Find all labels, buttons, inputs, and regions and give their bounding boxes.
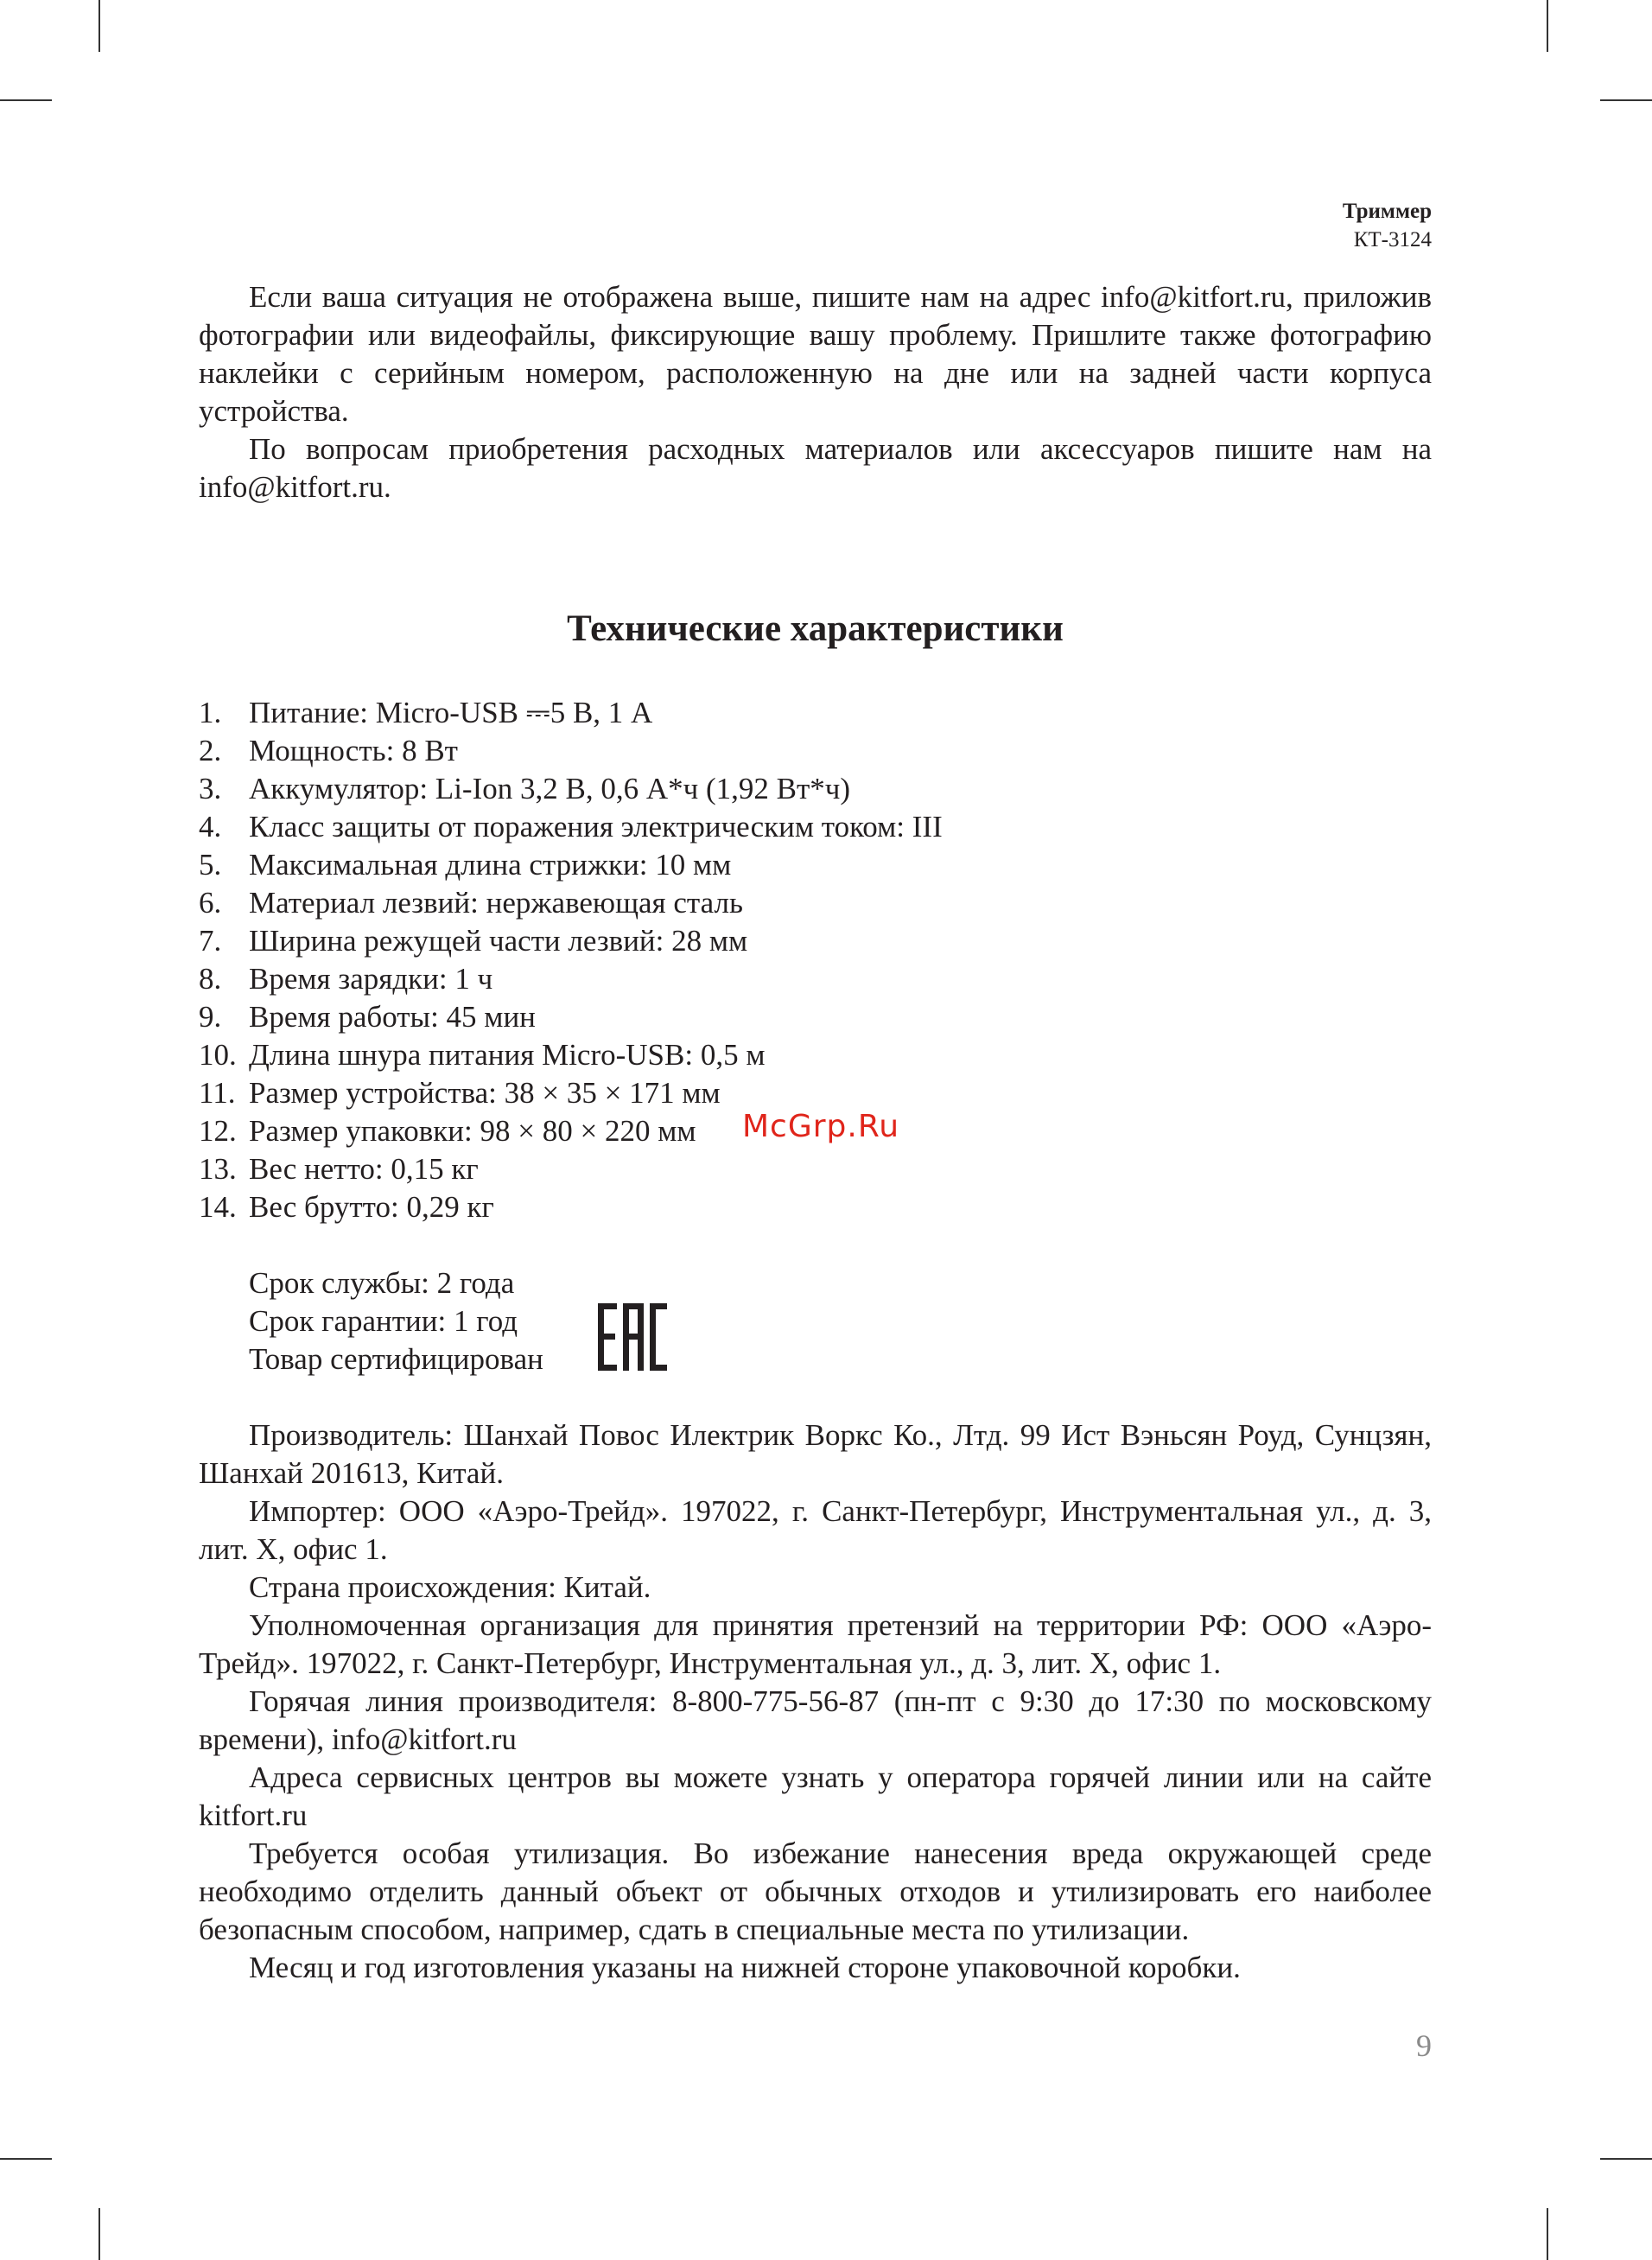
intro-paragraph: По вопросам приобретения расходных материалов или аксессуаров пишите нам на info@kitfort.ru.: [199, 432, 1432, 504]
spec-text: Мощность: 8 Вт: [249, 734, 458, 767]
info-paragraph: Адреса сервисных центров вы можете узнать у оператора горячей линии или на сайте kitfort.ru: [199, 1760, 1432, 1832]
watermark: McGrp.Ru: [742, 1109, 900, 1144]
crop-mark: [1600, 2158, 1652, 2160]
info-paragraph: Уполномоченная организация для принятия претензий на территории РФ: ООО «Аэро-Трейд». 197022, г. Санкт-Петербург, Инструментальная ул., д. 3, лит. Х, офис 1.: [199, 1608, 1432, 1680]
crop-mark: [1547, 2208, 1548, 2260]
spec-item: [199, 1036, 1432, 1074]
spec-number: 2.: [199, 734, 222, 767]
spec-item: [199, 846, 1432, 884]
spec-item: [199, 922, 1432, 960]
spec-text: Ширина режущей части лезвий: 28 мм: [249, 924, 748, 958]
spec-text: Класс защиты от поражения электрическим током: III: [249, 810, 943, 844]
spec-item: [199, 1074, 1432, 1112]
spec-item: [199, 1150, 1432, 1188]
spec-number: 11.: [199, 1076, 236, 1110]
spec-text: Время работы: 45 мин: [249, 1000, 536, 1034]
certification-note: Товар сертифицирован: [249, 1342, 543, 1376]
spec-number: 7.: [199, 924, 222, 958]
running-header: [1343, 197, 1432, 254]
spec-number: 4.: [199, 810, 222, 844]
spec-text: Вес нетто: 0,15 кг: [249, 1152, 479, 1186]
service-block: [199, 1264, 1432, 1378]
spec-item: [199, 960, 1432, 998]
spec-text: Длина шнура питания Micro-USB: 0,5 м: [249, 1038, 766, 1072]
spec-number: 10.: [199, 1038, 237, 1072]
eac-mark-icon: [598, 1303, 667, 1371]
spec-number: 12.: [199, 1114, 237, 1148]
crop-mark: [98, 2208, 100, 2260]
spec-text: Размер упаковки: 98 × 80 × 220 мм: [249, 1114, 696, 1148]
info-paragraph: Требуется особая утилизация. Во избежание нанесения вреда окружающей среде необходимо отделить данный объект от обычных отходов и утилизировать его наиболее безопасным способом, например, сдать в специальные места по утилизации.: [199, 1837, 1432, 1946]
spec-text: Максимальная длина стрижки: 10 мм: [249, 848, 732, 882]
crop-mark: [1600, 99, 1652, 101]
spec-text: Питание: Micro-USB ⎓5 В, 1 А: [249, 696, 653, 729]
service-life: Срок службы: 2 года: [249, 1266, 515, 1300]
spec-item: [199, 808, 1432, 846]
spec-number: 8.: [199, 962, 222, 996]
spec-item: [199, 770, 1432, 808]
info-paragraph: Горячая линия производителя: 8-800-775-56-87 (пн-пт с 9:30 до 17:30 по московскому времени), info@kitfort.ru: [199, 1684, 1432, 1756]
crop-mark: [0, 99, 52, 101]
spec-text: Материал лезвий: нержавеющая сталь: [249, 886, 743, 920]
crop-mark: [1547, 0, 1548, 52]
header-model: КТ-3124: [1353, 228, 1432, 251]
specs-heading: Технические характеристики: [567, 608, 1064, 649]
info-paragraph: Импортер: ООО «Аэро-Трейд». 197022, г. Санкт-Петербург, Инструментальная ул., д. 3, лит. Х, офис 1.: [199, 1494, 1432, 1566]
spec-number: 3.: [199, 772, 222, 805]
spec-number: 9.: [199, 1000, 222, 1034]
spec-number: 13.: [199, 1152, 237, 1186]
spec-item: [199, 1188, 1432, 1226]
crop-mark: [98, 0, 100, 52]
spec-item: [199, 732, 1432, 770]
warranty-period: Срок гарантии: 1 год: [249, 1304, 518, 1338]
page-number: 9: [1416, 2028, 1432, 2063]
spec-number: 14.: [199, 1190, 237, 1224]
spec-item: [199, 884, 1432, 922]
info-paragraph: Месяц и год изготовления указаны на нижней стороне упаковочной коробки.: [249, 1951, 1241, 1984]
intro-paragraph: Если ваша ситуация не отображена выше, пишите нам на адрес info@kitfort.ru, приложив фотографии или видеофайлы, фиксирующие вашу проблему. Пришлите также фотографию наклейки с серийным номером, расположенную на дне или на задней части корпуса устройства.: [199, 280, 1432, 428]
crop-mark: [0, 2158, 52, 2160]
spec-text: Время зарядки: 1 ч: [249, 962, 493, 996]
header-title: Триммер: [1342, 200, 1432, 223]
spec-text: Вес брутто: 0,29 кг: [249, 1190, 494, 1224]
specs-list: [199, 694, 1432, 1226]
spec-number: 1.: [199, 696, 222, 729]
spec-number: 5.: [199, 848, 222, 882]
info-paragraph: Страна происхождения: Китай.: [249, 1570, 651, 1604]
spec-number: 6.: [199, 886, 222, 920]
manufacturer-info: [199, 1416, 1432, 1987]
spec-text: Размер устройства: 38 × 35 × 171 мм: [249, 1076, 721, 1110]
intro-block: [199, 278, 1432, 506]
spec-item: [199, 998, 1432, 1036]
info-paragraph: Производитель: Шанхай Повос Илектрик Воркс Ко., Лтд. 99 Ист Вэньсян Роуд, Сунцзян, Шанхай 201613, Китай.: [199, 1418, 1432, 1490]
spec-text: Аккумулятор: Li-Ion 3,2 В, 0,6 А*ч (1,92 Вт*ч): [249, 772, 851, 805]
spec-item: [199, 694, 1432, 732]
